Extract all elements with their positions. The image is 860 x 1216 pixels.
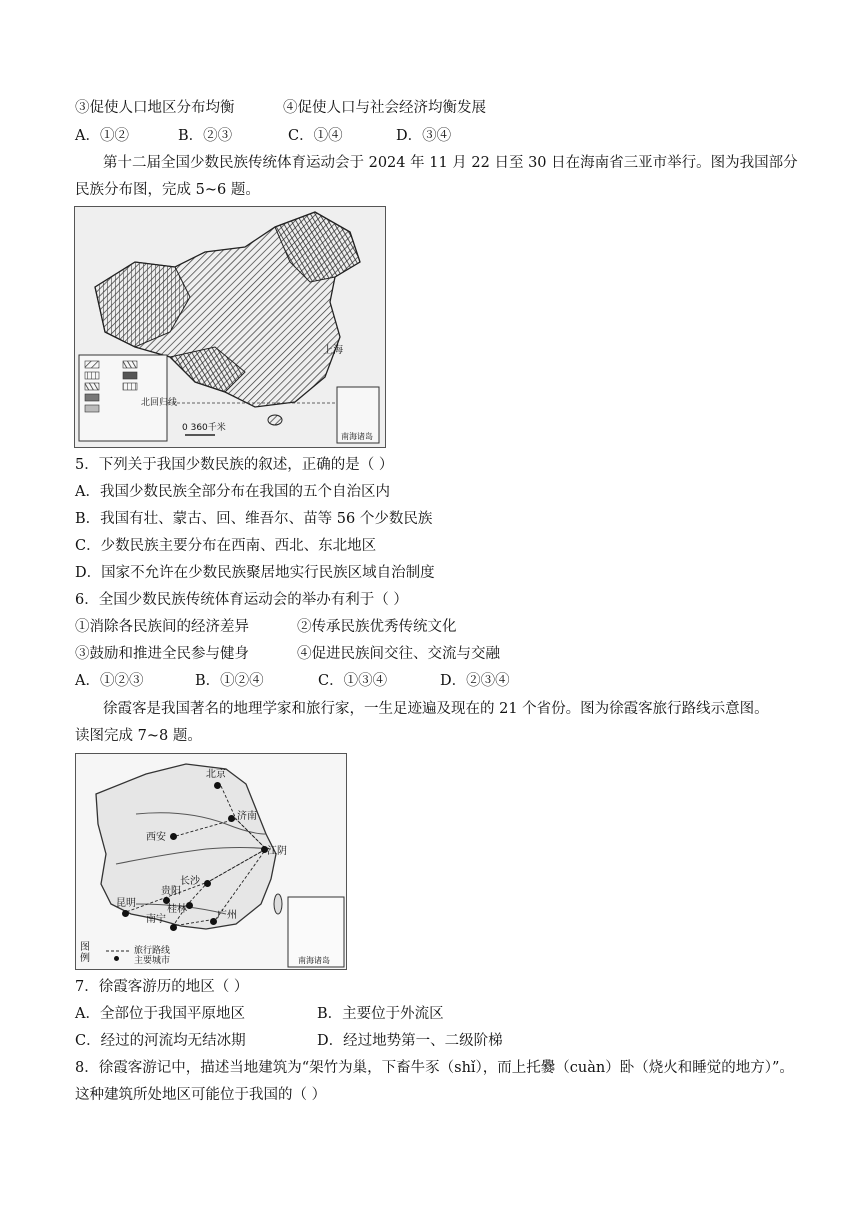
- q7-option-b: B．主要位于外流区: [317, 1006, 444, 1022]
- map1-inset-label: 南海诸岛: [341, 432, 373, 441]
- city-dot-xian: [170, 833, 177, 840]
- city-dot-changsha: [204, 880, 211, 887]
- q6-option-a: A．①②③: [75, 673, 144, 689]
- q6-item-1: ①消除各民族间的经济差异: [75, 619, 249, 635]
- city-dot-jinan: [228, 815, 235, 822]
- q6-option-c: C．①③④: [318, 673, 388, 689]
- q5-stem: 5．下列关于我国少数民族的叙述，正确的是（ ）: [75, 457, 394, 473]
- q5-option-c: C．少数民族主要分布在西南、西北、东北地区: [75, 538, 377, 554]
- q4-item-4: ④促使人口与社会经济均衡发展: [283, 100, 486, 116]
- q4-option-b: B．②③: [178, 128, 233, 144]
- q5-option-b: B．我国有壮、蒙古、回、维吾尔、苗等 56 个少数民族: [75, 511, 433, 527]
- q5-option-d: D．国家不允许在少数民族聚居地实行民族区域自治制度: [75, 565, 435, 581]
- q6-stem: 6．全国少数民族传统体育运动会的举办有利于（ ）: [75, 592, 408, 608]
- q6-item-4: ④促进民族间交往、交流与交融: [297, 646, 500, 662]
- city-label-guangzhou: 广州: [217, 910, 237, 921]
- q7-stem: 7．徐霞客游历的地区（ ）: [75, 979, 249, 995]
- city-label-changsha: 长沙: [180, 876, 200, 887]
- city-label-jinan: 济南: [237, 811, 257, 822]
- map2-legend-city-dot: [114, 956, 119, 961]
- city-label-guiyang: 贵阳: [161, 886, 181, 897]
- intro-7-8-line2: 读图完成 7~8 题。: [75, 728, 202, 744]
- q4-item-3: ③促使人口地区分布均衡: [75, 100, 235, 116]
- ethnic-map-drawing: [75, 207, 385, 447]
- q8-stem-line1: 8．徐霞客游记中，描述当地建筑为“架竹为巢，下畜牛豕（shǐ），而上托爨（cuàn）卧（烧火和睡觉的地方）”。: [75, 1060, 794, 1076]
- q5-option-a: A．我国少数民族全部分布在我国的五个自治区内: [75, 484, 390, 500]
- map1-tropic-label: 北回归线: [141, 398, 178, 408]
- intro-7-8-line1: 徐霞客是我国著名的地理学家和旅行家，一生足迹遍及现在的 21 个省份。图为徐霞客旅行路线示意图。: [103, 701, 769, 717]
- city-dot-kunming: [122, 910, 129, 917]
- city-dot-guangzhou: [210, 918, 217, 925]
- q4-option-c: C．①④: [288, 128, 343, 144]
- map2-legend-route: 旅行路线: [134, 946, 171, 956]
- q7-option-a: A．全部位于我国平原地区: [75, 1006, 245, 1022]
- intro-5-6-line1: 第十二届全国少数民族传统体育运动会于 2024 年 11 月 22 日至 30 日在海南省三亚市举行。图为我国部分: [103, 155, 798, 171]
- city-dot-nanning: [170, 924, 177, 931]
- intro-5-6-line2: 民族分布图，完成 5~6 题。: [75, 182, 260, 198]
- q6-item-3: ③鼓励和推进全民参与健身: [75, 646, 249, 662]
- city-label-kunming: 昆明: [116, 898, 136, 909]
- q7-option-d: D．经过地势第一、二级阶梯: [317, 1033, 503, 1049]
- map2-legend-city: 主要城市: [134, 956, 171, 966]
- route-map-drawing: [76, 754, 346, 969]
- q4-option-d: D．③④: [396, 128, 452, 144]
- map1-city-shanghai: 上海: [323, 345, 343, 356]
- city-label-guilin: 桂林: [167, 904, 187, 915]
- city-dot-guiyang: [163, 897, 170, 904]
- travel-route-map: [75, 753, 347, 970]
- q6-option-d: D．②③④: [440, 673, 510, 689]
- ethnic-distribution-map: [74, 206, 386, 448]
- q6-item-2: ②传承民族优秀传统文化: [297, 619, 457, 635]
- map2-legend-title: 图例: [80, 942, 90, 964]
- city-dot-guilin: [186, 902, 193, 909]
- q7-option-c: C．经过的河流均无结冰期: [75, 1033, 246, 1049]
- city-label-nanning: 南宁: [146, 914, 166, 925]
- city-dot-beijing: [214, 782, 221, 789]
- map2-inset-label: 南海诸岛: [298, 956, 330, 965]
- map1-scale: 0 360千米: [182, 423, 226, 433]
- city-label-xian: 西安: [146, 832, 166, 843]
- q4-option-a: A．①②: [75, 128, 129, 144]
- city-label-beijing: 北京: [206, 769, 226, 780]
- q8-stem-line2: 这种建筑所处地区可能位于我国的（ ）: [75, 1087, 327, 1103]
- city-label-jiangyin: 江阴: [267, 846, 287, 857]
- q6-option-b: B．①②④: [195, 673, 264, 689]
